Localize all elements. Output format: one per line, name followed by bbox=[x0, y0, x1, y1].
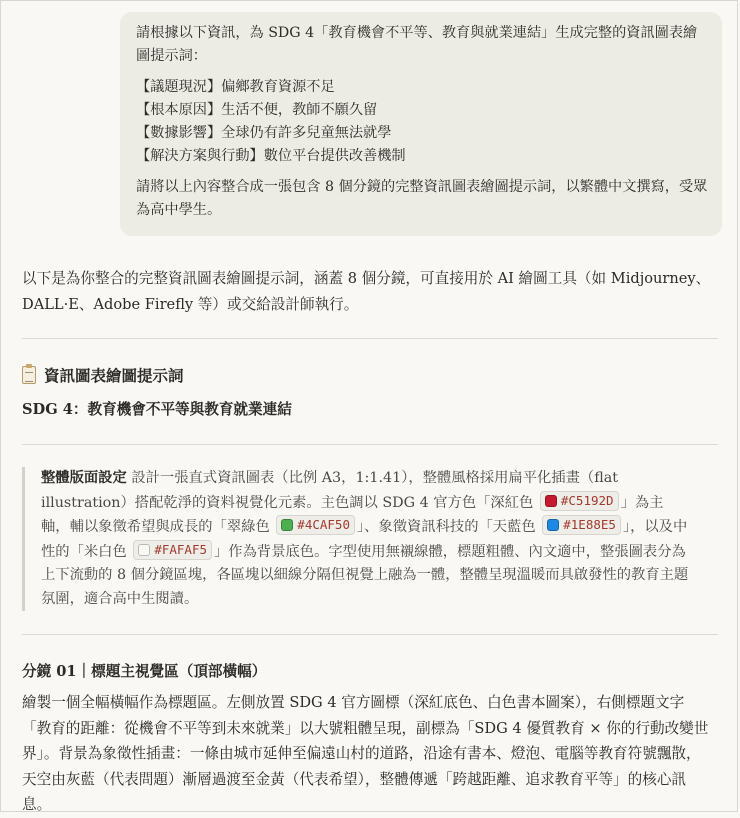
color-swatch bbox=[281, 519, 293, 531]
layout-label: 整體版面設定 bbox=[41, 470, 127, 486]
layout-blockquote bbox=[22, 467, 690, 611]
color-code-chip bbox=[133, 540, 212, 560]
color-swatch bbox=[547, 519, 559, 531]
user-message-item: 【議題現況】偏鄉教育資源不足 bbox=[136, 79, 335, 95]
color-code-chip bbox=[542, 515, 621, 535]
color-swatch bbox=[138, 544, 150, 556]
layout-text: 設計一張直式資訊圖表（比例 A3，1:1.41），整體風格採用扁平化插畫（flat illustration）搭配乾淨的資料視覺化元素。主色調以 SDG 4 官方色「深紅色 bbox=[41, 470, 619, 511]
divider bbox=[22, 634, 718, 635]
section-title: 分鏡 01｜標題主視覺區（頂部橫幅） bbox=[22, 663, 267, 680]
layout-text: 」，以及中性的「米白色 bbox=[41, 519, 688, 560]
divider bbox=[22, 444, 718, 445]
divider bbox=[22, 338, 718, 339]
user-message-item: 【數據影響】全球仍有許多兒童無法就學 bbox=[136, 125, 392, 141]
user-message-bubble bbox=[120, 12, 722, 236]
color-hex: #4CAF50 bbox=[297, 517, 350, 532]
layout-text: 」作為背景底色。字型使用無襯線體，標題粗體、內文適中，整張圖表分為上下流動的 8 個分鏡區塊，各區塊以細線分隔但視覺上融為一體，整體呈現溫暖而具啟發性的教育主題氛圍，適合高中生閱讀。 bbox=[41, 543, 689, 607]
layout-text: 」、象徵資訊科技的「天藍色 bbox=[356, 519, 536, 535]
user-message-item: 【解決方案與行動】數位平台提供改善機制 bbox=[136, 148, 406, 164]
clipboard-icon bbox=[22, 366, 36, 384]
section-body: 繪製一個全幅橫幅作為標題區。左側放置 SDG 4 官方圖標（深紅底色、白色書本圖案），右側標題文字「教育的距離：從機會不平等到未來就業」以大號粗體呈現，副標為「SDG 4 優質教育 × 你的行動改變世界」。背景為象徵性插畫：一條由城市延伸至偏遠山村的道路，沿途有書本、燈泡、電腦等教育符號飄散，天空由灰藍（代表問題）漸層過渡至金黃（代表希望），整體傳遞「跨越距離、追求教育平等」的核心訊息。 bbox=[22, 694, 709, 813]
answer-intro: 以下是為你整合的完整資訊圖表繪圖提示詞，涵蓋 8 個分鏡，可直接用於 AI 繪圖工具（如 Midjourney、DALL·E、Adobe Firefly 等）或交給設計師執行。 bbox=[22, 270, 711, 313]
color-hex: #FAFAF5 bbox=[154, 541, 208, 557]
color-swatch bbox=[545, 495, 557, 507]
user-message-item: 【根本原因】生活不便，教師不願久留 bbox=[136, 102, 378, 118]
answer-subheading: SDG 4：教育機會不平等與教育就業連結 bbox=[22, 401, 292, 418]
color-code-chip bbox=[540, 491, 619, 511]
answer-heading-text: 資訊圖表繪圖提示詞 bbox=[44, 366, 184, 385]
color-code-chip bbox=[276, 515, 355, 535]
user-message-closing: 請將以上內容整合成一張包含 8 個分鏡的完整資訊圖表繪圖提示詞，以繁體中文撰寫，受眾為高中學生。 bbox=[136, 179, 708, 218]
color-hex: #C5192D bbox=[560, 492, 614, 508]
answer-heading bbox=[22, 364, 184, 386]
user-message-intro: 請根據以下資訊，為 SDG 4「教育機會不平等、教育與就業連結」生成完整的資訊圖表繪圖提示詞： bbox=[136, 25, 698, 64]
color-hex: #1E88E5 bbox=[563, 517, 616, 532]
layout-text: 」為主軸，輔以象徵希望與成長的「翠綠色 bbox=[41, 494, 664, 535]
